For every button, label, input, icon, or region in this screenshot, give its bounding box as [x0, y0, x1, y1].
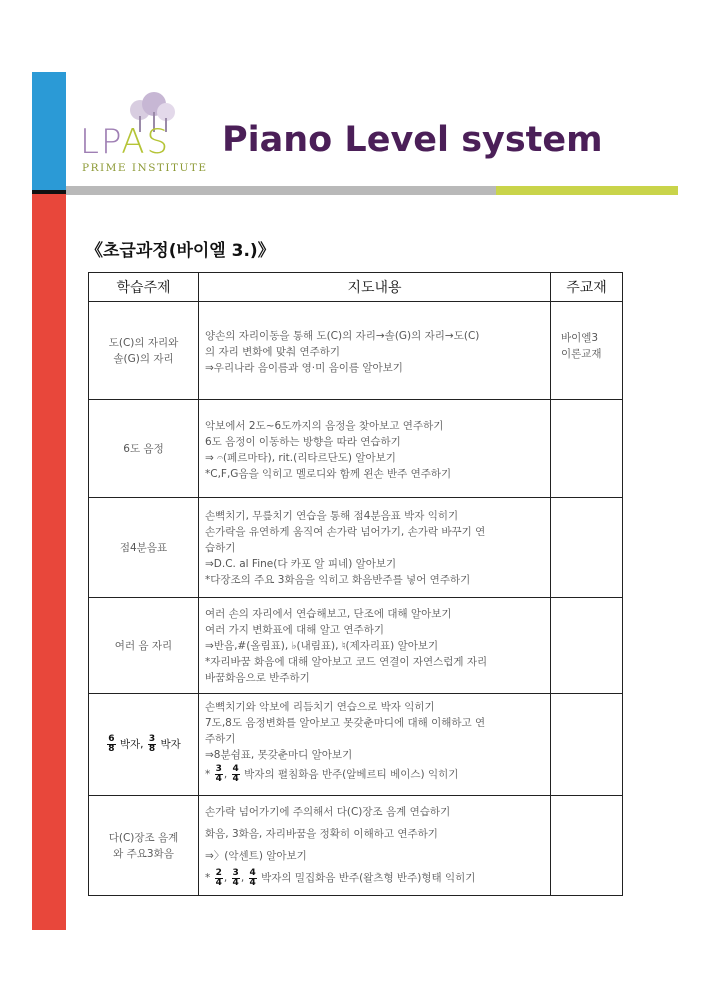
time-signature-3-4	[232, 869, 240, 888]
content-line: 주하기	[205, 733, 236, 745]
frac-denominator: 8	[148, 744, 156, 754]
content-line: 6도 음정이 이동하는 방향을 따라 연습하기	[205, 436, 401, 448]
frac-denominator: 4	[215, 774, 222, 784]
frac-numerator: 3	[148, 734, 156, 744]
table-row	[89, 598, 623, 694]
time-signature-4-4	[249, 869, 257, 888]
content-line-fractions: * $\frac{3}{4}$ , $\frac{4}{4}$ 박자의 펼침화음 반주(알베르티 베이스) 익히기	[205, 764, 459, 784]
frac-numerator: 6	[108, 734, 115, 744]
row-topic	[89, 498, 199, 598]
topic-line: 솔(G)의 자리	[113, 352, 174, 365]
time-signature-2-4	[215, 869, 223, 888]
table-row	[89, 796, 623, 896]
content-line: ⇒반음,#(올림표), ♭(내림표), ♮(제자리표) 알아보기	[205, 640, 439, 652]
content-line: 의 자리 변화에 맞춰 연주하기	[205, 346, 341, 358]
logo-subtitle: PRIME INSTITUTE	[82, 162, 208, 174]
table-row	[89, 694, 623, 796]
logo-letters-as: AS	[121, 122, 171, 162]
content-line: 손뼉치기, 무릎치기 연습을 통해 점4분음표 박자 익히기	[205, 510, 459, 522]
header-content: 지도내용	[199, 273, 551, 302]
content-text: 박자의 펼침화음 반주(알베르티 베이스) 익히기	[244, 768, 459, 781]
curriculum-table	[88, 272, 623, 896]
frac-denominator: 4	[215, 877, 222, 888]
row-content	[199, 302, 551, 400]
row-topic	[89, 796, 199, 896]
topic-word: 박자,	[119, 738, 144, 751]
time-signature-4-4	[232, 765, 240, 784]
topic-line: 와 주요3화음	[113, 847, 174, 860]
row-topic	[89, 694, 199, 796]
row-content	[199, 796, 551, 896]
topic-line: 다(C)장조 음계	[108, 831, 179, 844]
side-color-bar	[32, 72, 66, 930]
row-book	[551, 796, 623, 896]
table-header-row	[89, 273, 623, 302]
bullet: *	[205, 768, 211, 781]
row-topic	[89, 598, 199, 694]
content-line: 여러 손의 자리에서 연습해보고, 단조에 대해 알아보기	[205, 608, 452, 620]
logo-letters	[80, 122, 170, 162]
frac-numerator: 4	[232, 764, 239, 774]
row-book	[551, 498, 623, 598]
logo-letters-lp: LP	[80, 122, 122, 162]
content-line: ⇒D.C. al Fine(다 카포 알 피네) 알아보기	[205, 558, 397, 570]
header-divider-green	[496, 186, 678, 195]
content-line: *C,F,G음을 익히고 멜로디와 함께 왼손 반주 연주하기	[205, 468, 452, 480]
book-line: 바이엘3	[561, 332, 599, 344]
content-line: 바꿈화음으로 반주하기	[205, 672, 310, 684]
content-line: 손뼉치기와 악보에 리듬치기 연습으로 박자 익히기	[205, 701, 435, 713]
table-row	[89, 498, 623, 598]
row-content	[199, 598, 551, 694]
content-line-fractions: * $\frac{2}{4}$ , $\frac{3}{4}$ , $\frac{4}{4}$ 박자의 밀집화음 반주(왈츠형 반주)형태 익히기	[205, 867, 476, 888]
content-line: ⇒8분쉼표, 못갖춘마디 알아보기	[205, 749, 353, 761]
content-text: 박자의 밀집화음 반주(왈츠형 반주)형태 익히기	[261, 872, 476, 884]
frac-numerator: 3	[232, 867, 239, 878]
table-row	[89, 302, 623, 400]
row-book	[551, 302, 623, 400]
table-row	[89, 400, 623, 498]
content-line: 손가락을 유연하게 움직여 손가락 넘어가기, 손가락 바꾸기 연	[205, 526, 486, 538]
header-divider-grey	[66, 186, 496, 195]
time-signature-6-8	[107, 735, 115, 754]
header-divider	[66, 186, 678, 195]
course-subtitle: 《초급과정(바이엘 3.)》	[86, 241, 275, 261]
row-topic	[89, 400, 199, 498]
content-line: 악보에서 2도~6도까지의 음정을 찾아보고 연주하기	[205, 420, 444, 432]
content-line: 7도,8도 음정변화를 알아보고 못갖춘마디에 대해 이해하고 연	[205, 717, 486, 729]
topic-word: 박자	[160, 738, 181, 751]
row-book	[551, 694, 623, 796]
content-line: ⇒ 𝄐(페르마타), rit.(리타르단도) 알아보기	[205, 452, 396, 464]
bullet: *	[205, 872, 211, 884]
topic-line: 도(C)의 자리와	[108, 336, 179, 349]
row-book	[551, 400, 623, 498]
header-topic: 학습주제	[89, 273, 199, 302]
time-signature-3-8	[148, 735, 156, 754]
time-signature-3-4	[215, 765, 223, 784]
content-line: ⇒〉(악센트) 알아보기	[205, 850, 307, 862]
content-line: 손가락 넘어가기에 주의해서 다(C)장조 음계 연습하기	[205, 806, 451, 818]
header-book: 주교재	[551, 273, 623, 302]
page-title: Piano Level system	[222, 120, 603, 160]
topic-line: 6도 음정	[123, 442, 164, 455]
row-book	[551, 598, 623, 694]
frac-numerator: 2	[215, 867, 222, 878]
content-line: ⇒우리나라 음이름과 영·미 음이름 알아보기	[205, 362, 403, 374]
content-line: 여러 가지 변화표에 대해 알고 연주하기	[205, 624, 384, 636]
row-topic	[89, 302, 199, 400]
row-content	[199, 694, 551, 796]
content-line: 양손의 자리이동을 통해 도(C)의 자리→솔(G)의 자리→도(C)	[205, 330, 480, 342]
content-line: *자리바꿈 화음에 대해 알아보고 코드 연결이 자연스럽게 자리	[205, 656, 488, 668]
frac-numerator: 4	[249, 867, 256, 878]
book-line: 이론교재	[561, 348, 602, 360]
frac-denominator: 8	[108, 744, 115, 754]
frac-denominator: 4	[249, 877, 256, 888]
row-content	[199, 498, 551, 598]
frac-numerator: 3	[215, 764, 222, 774]
content-line: 화음, 3화음, 자리바꿈을 정확히 이해하고 연주하기	[205, 828, 438, 840]
frac-denominator: 4	[232, 877, 239, 888]
topic-line: 여러 음 자리	[114, 639, 173, 652]
frac-denominator: 4	[232, 774, 239, 784]
content-line: *다장조의 주요 3화음을 익히고 화음반주를 넣어 연주하기	[205, 574, 471, 586]
content-line: 습하기	[205, 542, 236, 554]
topic-line: 점4분음표	[119, 541, 168, 554]
row-content	[199, 400, 551, 498]
lpas-logo	[80, 92, 210, 176]
